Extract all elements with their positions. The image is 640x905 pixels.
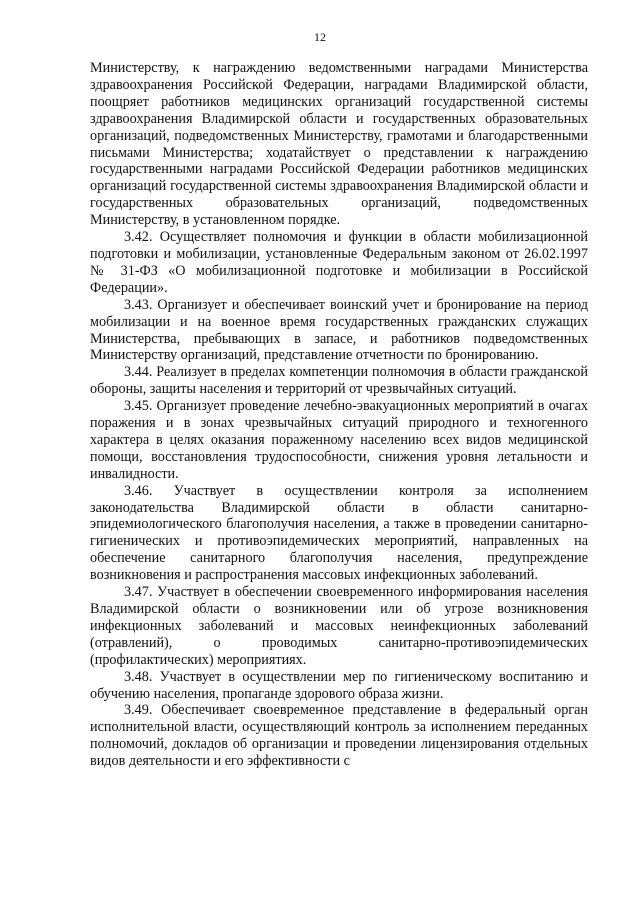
paragraph-3-45: 3.45. Организует проведение лечебно-эвакуационных мероприятий в очагах поражения и в зонах чрезвычайных ситуаций природного и техногенного характера в целях оказания пораженному населению всех видов медицинской помощи, восстановления трудоспособности, снижения уровня летальности и инвалидности. [90, 398, 588, 482]
page-number: 12 [314, 30, 326, 44]
paragraph-3-46: 3.46. Участвует в осуществлении контроля за исполнением законодательства Владимирской области в области санитарно-эпидемиологического благополучия населения, а также в проведении санитарно-гигиенических и противоэпидемических мероприятий, направленных на обеспечение санитарного благополучия населения, предупреждение возникновения и распространения массовых инфекционных заболеваний. [90, 482, 588, 584]
paragraph-3-43: 3.43. Организует и обеспечивает воинский учет и бронирование на период мобилизации и на военное время государственных гражданских служащих Министерства, пребывающих в запасе, и работников подведомственных Министерству организаций, представление отчетности по бронированию. [90, 296, 588, 364]
paragraph-3-48: 3.48. Участвует в осуществлении мер по гигиеническому воспитанию и обучению населения, пропаганде здорового образа жизни. [90, 668, 588, 702]
paragraph-continued: Министерству, к награждению ведомственными наградами Министерства здравоохранения Российской Федерации, наградами Владимирской области, поощряет работников медицинских организаций государственной системы здравоохранения Владимирской области и государственных образовательных организаций, подведомственных Министерству, грамотами и благодарственными письмами Министерства; ходатайствует о представлении к награждению государственными наградами Российской Федерации работников медицинских организаций государственной системы здравоохранения Владимирской области и государственных образовательных организаций, подведомственных Министерству, в установленном порядке. [90, 60, 588, 229]
paragraph-3-49: 3.49. Обеспечивает своевременное представление в федеральный орган исполнительной власти, осуществляющий контроль за исполнением переданных полномочий, докладов об организации и проведении лицензирования отдельных видов деятельности и его эффективности с [90, 702, 588, 770]
paragraph-3-42: 3.42. Осуществляет полномочия и функции в области мобилизационной подготовки и мобилизации, установленные Федеральным законом от 26.02.1997 № 31-ФЗ «О мобилизационной подготовке и мобилизации в Российской Федерации». [90, 229, 588, 296]
document-body [90, 60, 588, 770]
paragraph-3-44: 3.44. Реализует в пределах компетенции полномочия в области гражданской обороны, защиты населения и территорий от чрезвычайных ситуаций. [90, 364, 588, 398]
paragraph-3-47: 3.47. Участвует в обеспечении своевременного информирования населения Владимирской области о возникновении или об угрозе возникновения инфекционных заболеваний и массовых неинфекционных заболеваний (отравлений), о проводимых санитарно-противоэпидемических (профилактических) мероприятиях. [90, 584, 588, 668]
